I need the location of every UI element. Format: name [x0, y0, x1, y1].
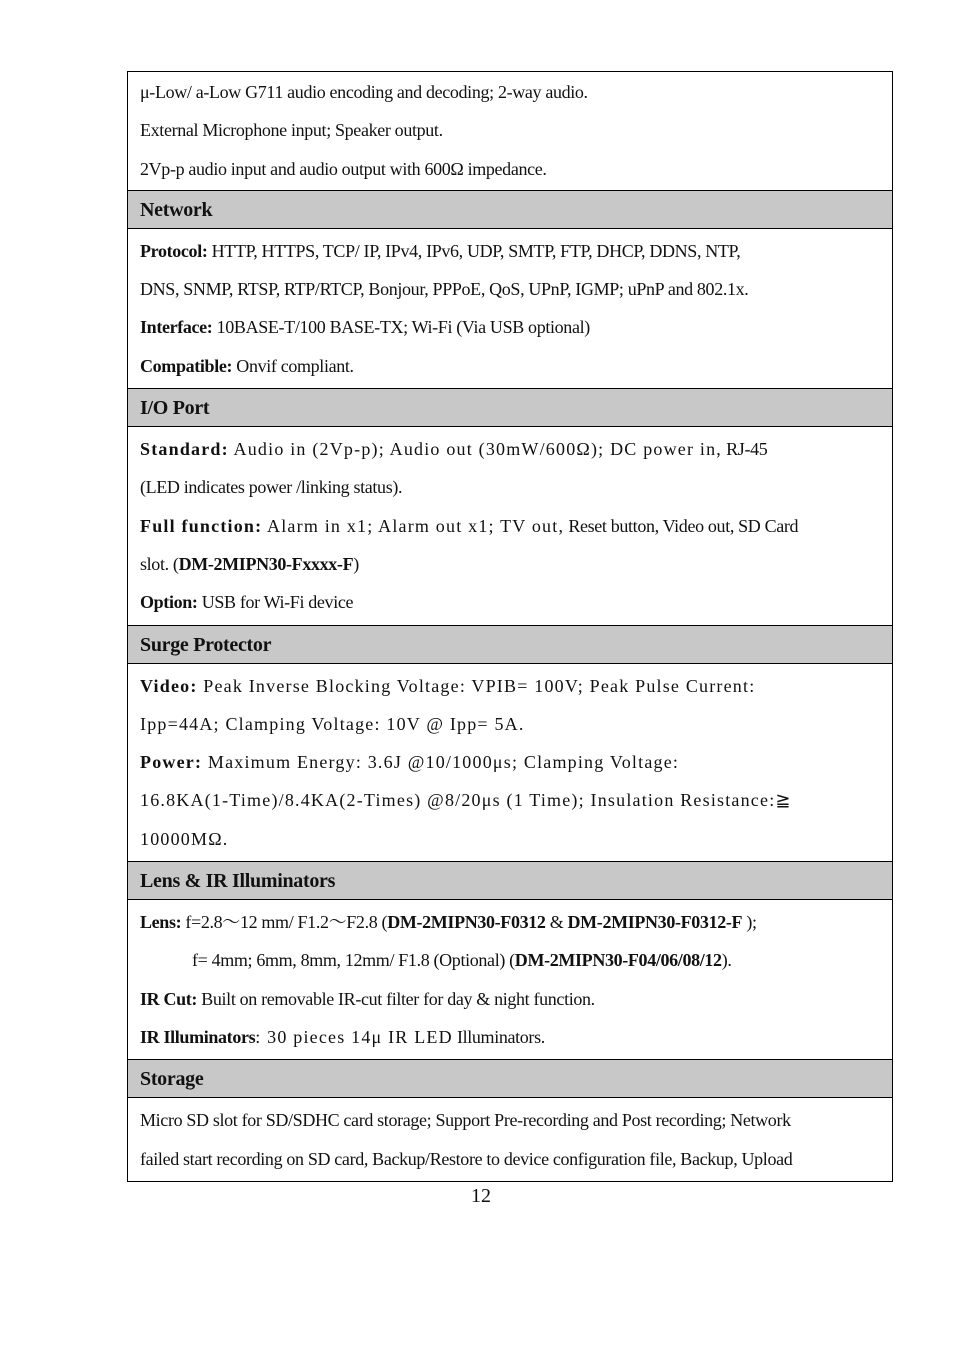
option-line [140, 583, 882, 621]
ir-illuminators-text-b: Illuminators. [452, 1026, 545, 1047]
protocol-line [140, 232, 882, 270]
interface-text: 10BASE-T/100 BASE-TX; Wi-Fi (Via USB optional) [212, 317, 590, 338]
protocol-text: HTTP, HTTPS, TCP/ IP, IPv4, IPv6, UDP, SMTP, FTP, DHCP, DDNS, NTP, [207, 240, 741, 261]
standard-text-rj45: RJ-45 [721, 439, 768, 460]
compatible-text: Onvif compliant. [232, 355, 354, 376]
lens-model: DM-2MIPN30-F04/06/08/12 [514, 950, 722, 971]
standard-text: Audio in (2Vp-p); Audio out (30mW/600Ω); DC power in, [228, 439, 722, 460]
lens-text: ). [721, 950, 732, 971]
video-line-2: Ipp=44A; Clamping Voltage: 10V @ Ipp= 5A. [140, 713, 525, 734]
spec-table [127, 71, 893, 1182]
audio-line: 2Vp-p audio input and audio output with 600Ω impedance. [140, 158, 547, 179]
lens-text: f= 4mm; 6mm, 8mm, 12mm/ F1.8 (Optional) ( [192, 950, 515, 971]
lens-text: ); [742, 912, 757, 933]
standard-line-2: (LED indicates power /linking status). [140, 477, 403, 498]
option-label: Option: [140, 592, 198, 613]
video-line [140, 667, 882, 705]
full-function-line [140, 507, 882, 545]
storage-line-2: failed start recording on SD card, Backup/Restore to device configuration file, Backup, Upload [140, 1148, 793, 1169]
full-function-model: DM-2MIPN30-Fxxxx-F [178, 553, 354, 574]
full-function-text-b: Reset button, Video out, SD Card [564, 515, 799, 536]
lens-text: f=2.8～12 mm/ F1.2～F2.8 ( [181, 912, 388, 933]
lens-line-2 [140, 941, 882, 979]
protocol-line-2: DNS, SNMP, RTSP, RTP/RTCP, Bonjour, PPPoE, QoS, UPnP, IGMP; uPnP and 802.1x. [140, 279, 749, 300]
power-text: Maximum Energy: 3.6J @10/1000μs; Clamping Voltage: [202, 752, 680, 773]
ir-illuminators-text: : 30 pieces 14μ IR LED [255, 1026, 453, 1047]
ir-cut-line [140, 980, 882, 1018]
video-text: Peak Inverse Blocking Voltage: VPIB= 100V; Peak Pulse Current: [197, 675, 756, 696]
network-section-body [128, 229, 892, 388]
power-line-3: 10000MΩ. [140, 828, 229, 849]
io-port-section-body [128, 427, 892, 624]
standard-label: Standard: [140, 439, 229, 460]
interface-label: Interface: [140, 317, 213, 338]
surge-section-body [128, 664, 892, 861]
page-number: 12 [471, 1185, 491, 1207]
interface-line [140, 308, 882, 346]
audio-line: μ-Low/ a-Low G711 audio encoding and decoding; 2-way audio. [140, 82, 588, 102]
compatible-label: Compatible: [140, 355, 233, 376]
lens-text: & [545, 912, 568, 933]
section-header-storage: Storage [128, 1059, 892, 1098]
storage-line: Micro SD slot for SD/SDHC card storage; Support Pre-recording and Post recording; Network [140, 1110, 791, 1131]
section-header-network: Network [128, 190, 892, 229]
section-header-io-port: I/O Port [128, 388, 892, 427]
section-header-lens-ir: Lens & IR Illuminators [128, 861, 892, 900]
power-label: Power: [140, 752, 203, 773]
compatible-line [140, 347, 882, 385]
protocol-label: Protocol: [140, 240, 208, 261]
audio-line: External Microphone input; Speaker output. [140, 120, 443, 141]
ir-cut-text: Built on removable IR-cut filter for day & night function. [197, 988, 595, 1009]
option-text: USB for Wi-Fi device [197, 592, 354, 613]
audio-section-body [128, 72, 892, 190]
power-line [140, 743, 882, 781]
standard-line [140, 430, 882, 468]
lens-model: DM-2MIPN30-F0312-F [567, 912, 743, 933]
power-line-2: 16.8KA(1-Time)/8.4KA(2-Times) @8/20μs (1 Time); Insulation Resistance:≧ [140, 790, 792, 811]
video-label: Video: [140, 675, 198, 696]
section-header-surge-protector: Surge Protector [128, 625, 892, 664]
lens-line [140, 903, 882, 941]
ir-illuminators-label: IR Illuminators [140, 1026, 256, 1047]
ir-cut-label: IR Cut: [140, 988, 198, 1009]
full-function-line-2 [140, 545, 882, 583]
storage-section-body [128, 1098, 892, 1181]
full-function-close: ) [353, 553, 359, 574]
lens-label: Lens: [140, 912, 182, 933]
ir-illuminators-line [140, 1018, 882, 1056]
full-function-slot: slot. ( [140, 553, 179, 574]
lens-model: DM-2MIPN30-F0312 [387, 912, 546, 933]
full-function-label: Full function: [140, 515, 263, 536]
lens-section-body [128, 900, 892, 1059]
full-function-text: Alarm in x1; Alarm out x1; TV out, [262, 515, 565, 536]
